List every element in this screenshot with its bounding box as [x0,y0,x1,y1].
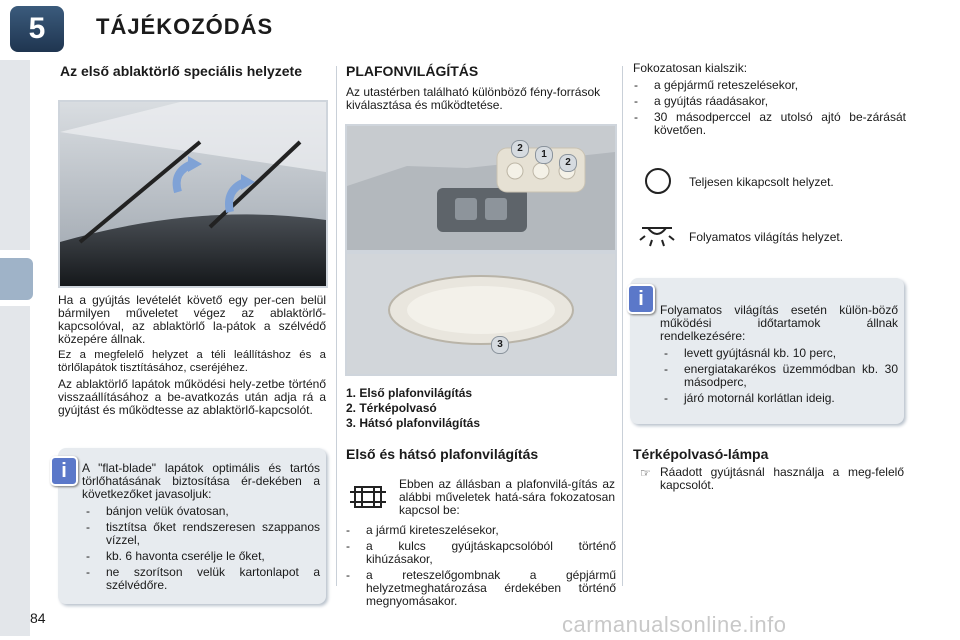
page-title: TÁJÉKOZÓDÁS [96,14,274,39]
info-icon: i [50,456,78,486]
chapter-tab [0,258,33,300]
list-item: - a gépjármű reteszelésekor, [630,79,906,92]
door-courtesy-light-icon [350,484,386,515]
pointing-hand-icon: ☞ [640,466,651,480]
map-reader-text: Ráadott gyújtásnál használja a meg-felelő kapcsolót. [660,465,904,492]
wiper-info-box [58,448,326,604]
page-number: 84 [30,610,46,626]
light-list-item-2: 2. Térképolvasó [346,401,437,415]
column-divider-1 [336,66,337,586]
lamp-on-icon [638,224,676,253]
list-item: - levett gyújtásnál kb. 10 perc, [660,347,898,360]
callout-badge: 1 [535,146,553,164]
ceiling-light-intro: Az utastérben található különböző fény-források kiválasztása és működtetése. [346,85,601,112]
light-list-item-1: 1. Első plafonvilágítás [346,386,473,400]
circle-off-icon [645,168,671,194]
wiper-info-intro: A "flat-blade" lapátok optimális és tartós törlőhatásának biztosítása ér-dekében a következőket javasoljuk: [82,461,320,501]
ceiling-light-heading: PLAFONVILÁGÍTÁS [346,63,479,79]
list-item: - kb. 6 havonta cserélje le őket, [82,550,320,563]
list-item: - 30 másodperccel az utolsó ajtó be-zárását követően. [630,111,906,137]
door-mode-text: Ebben az állásban a plafonvilá-gítás az alábbi műveletek hatá-sára fokozatosan kapcsol be: [399,477,615,517]
list-item: - a gyújtás ráadásakor, [630,95,906,108]
info-icon: i [627,284,655,314]
list-item: - ne szorítson velük kartonlapot a szélvédőre. [82,566,320,592]
edge-bar-bottom [0,306,30,636]
off-position-label: Teljesen kikapcsolt helyzet. [689,175,834,189]
list-item: - a jármű kireteszelésekor, [342,524,616,537]
list-item: - tisztítsa őket rendszeresen szappanos vízzel, [82,521,320,547]
list-item: - bánjon velük óvatosan, [82,505,320,518]
on-position-label: Folyamatos világítás helyzet. [689,230,844,244]
edge-bar-top [0,60,30,250]
watermark: carmanualsonline.info [562,612,787,637]
list-item: - a reteszelőgombnak a gépjármű helyzetmeghatározása érdekében történő megnyomásakor. [342,569,616,608]
fade-out-label: Fokozatosan kialszik: [633,61,748,75]
wiper-para-1: Ha a gyújtás levételét követő egy per-cen belül bármilyen műveletet végez az ablaktörlő-kapcsolóval, az ablaktörlő la-pátok a szélvédő közepére állnak. [58,293,326,346]
wiper-heading: Az első ablaktörlő speciális helyzete [60,63,302,79]
map-reader-heading: Térképolvasó-lámpa [633,446,769,462]
list-item: - energiatakarékos üzemmódban kb. 30 másodperc, [660,363,898,389]
chapter-number: 5 [10,6,64,52]
light-info-box [630,278,904,424]
callout-badge: 2 [559,154,577,172]
light-info-intro: Folyamatos világítás esetén külön-böző működési időtartamok állnak rendelkezésére: [660,303,898,343]
callout-badge: 2 [511,140,529,158]
light-list-item-3: 3. Hátsó plafonvilágítás [346,416,481,430]
front-ceiling-light-photo [345,124,617,252]
front-rear-light-heading: Első és hátsó plafonvilágítás [346,446,539,462]
rear-ceiling-light-photo [345,252,617,376]
list-item: - járó motornál korlátlan ideig. [660,392,898,405]
column-divider-2 [622,66,623,586]
windshield-photo [58,100,328,288]
callout-badge: 3 [491,336,509,354]
wiper-para-3: Az ablaktörlő lapátok működési hely-zetbe történő visszaállításához a be-avatkozás után adja rá a gyújtást és működtesse az ablaktörlő-kapcsolót. [58,377,326,417]
list-item: - a kulcs gyújtáskapcsolóból történő kihúzásakor, [342,540,616,566]
wiper-para-2: Ez a megfelelő helyzet a téli leállításhoz és a törlőlapátok tisztításához, cseréjéhez. [58,349,326,374]
